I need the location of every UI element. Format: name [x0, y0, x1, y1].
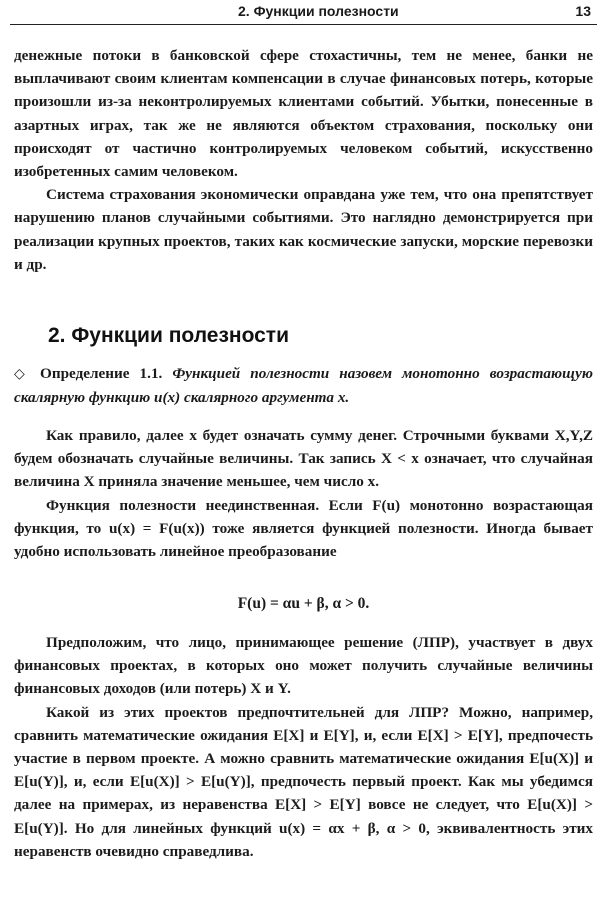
diamond-icon: ◇ — [14, 366, 25, 382]
body-paragraph-1: Как правило, далее x будет означать сумму денег. Строчными буквами X,Y,Z будем обозначать случайные величины. Так запись X < x означает, что случайная величина X приняла значение меньшее, чем число x. — [14, 427, 593, 491]
body-text-upper — [14, 424, 593, 563]
linear-transform-formula: F(u) = αu + β, α > 0. — [237, 595, 370, 612]
page-number: 13 — [575, 3, 591, 19]
running-header — [10, 0, 597, 25]
intro-paragraph-2: Система страхования экономически оправдана уже тем, что она препятствует нарушению планов случайными событиями. Это наглядно демонстрируется при реализации крупных проектов, таких как космические запуски, морские перевозки и др. — [14, 186, 593, 273]
body-paragraph-3: Предположим, что лицо, принимающее решение (ЛПР), участвует в двух финансовых проектах, в которых оно может получить случайные величины финансовых доходов (или потерь) X и Y. — [14, 634, 593, 698]
running-header-title: 2. Функции полезности — [238, 3, 399, 19]
definition-block — [14, 362, 593, 410]
intro-paragraph-1: денежные потоки в банковской сфере стохастичны, тем не менее, банки не выплачивают своим клиентам компенсации в случае финансовых потерь, которые произошли из-за неконтролируемых клиентами событий. Убытки, понесенные в азартных играх, так же не являются объектом страхования, поскольку они происходят от частично контролируемых человеком событий, искусственно изобретенных самим человеком. — [14, 47, 593, 181]
definition-text: Функцией полезности назовем монотонно возрастающую скалярную функцию u(x) скалярного аргумента x. — [14, 365, 594, 406]
body-text-lower — [14, 631, 593, 863]
body-paragraph-4: Какой из этих проектов предпочтительней для ЛПР? Можно, например, сравнить математические ожидания E[X] и E[Y], и, если E[X] > E[Y], предпочесть участие в первом проекте. А можно сравнить математические ожидания E[u(X)] и E[u(Y)], и, если E[u(X)] > E[u(Y)], предпочесть первый проект. Как мы убедимся далее на примерах, из неравенства E[X] > E[Y] вовсе не следует, что E[u(X)] > E[u(Y)]. Но для линейных функций u(x) = αx + β, α > 0, эквивалентность этих неравенств очевидно справедлива. — [14, 703, 593, 860]
definition-label: Определение 1.1. — [40, 365, 163, 382]
intro-text — [14, 44, 593, 276]
body-paragraph-2: Функция полезности неединственная. Если F(u) монотонно возрастающая функция, то u(x) = F(u(x)) тоже является функцией полезности. Иногда бывает удобно использовать линейное преобразование — [14, 496, 593, 561]
section-heading: 2. Функции полезности — [48, 324, 289, 347]
